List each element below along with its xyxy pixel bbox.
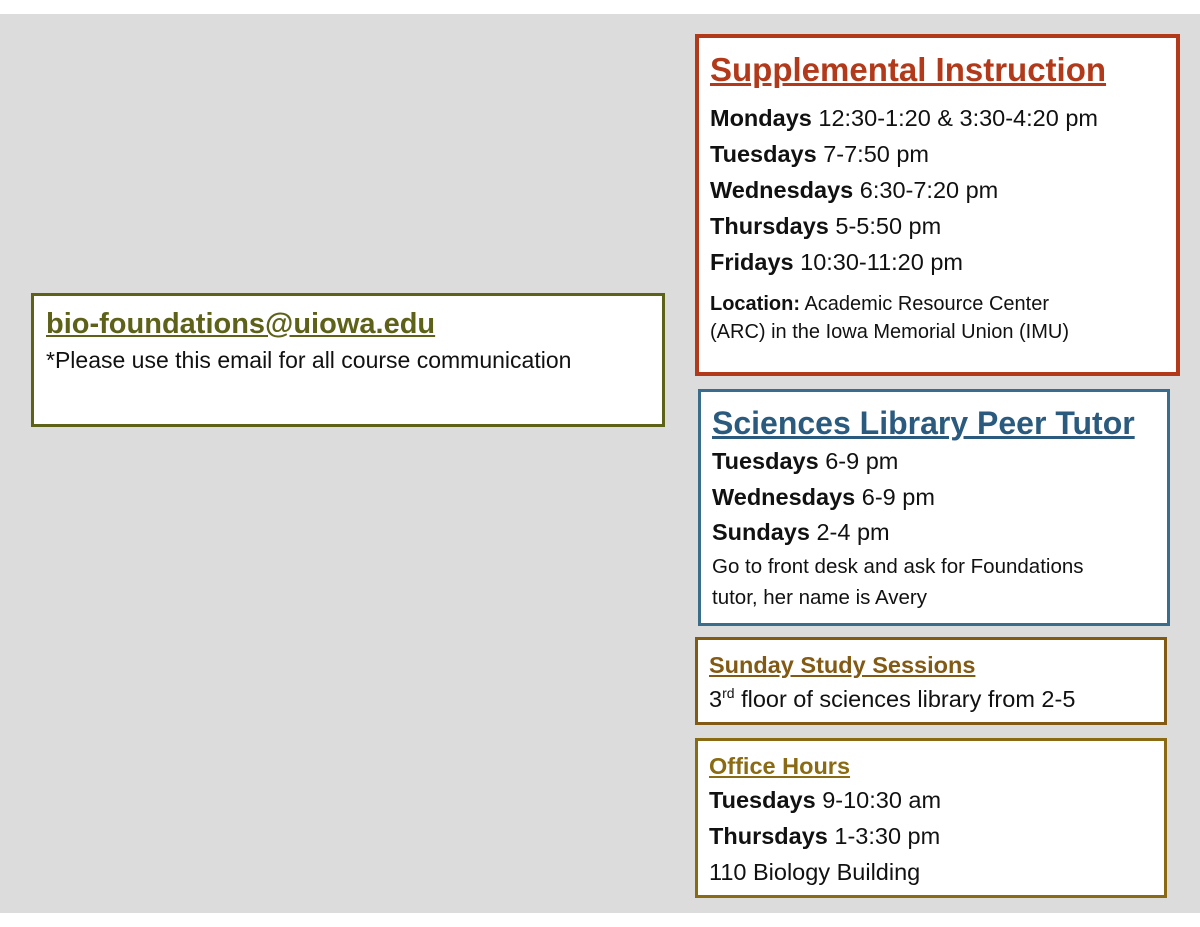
office-schedule xyxy=(709,782,1153,890)
schedule-row: Tuesdays 9-10:30 am xyxy=(709,787,942,813)
schedule-row: Thursdays 5-5:50 pm xyxy=(710,213,942,239)
schedule-row: Wednesdays 6:30-7:20 pm xyxy=(710,177,999,203)
sunday-title: Sunday Study Sessions xyxy=(709,652,976,678)
schedule-row: Sundays 2-4 pm xyxy=(712,519,890,545)
library-title: Sciences Library Peer Tutor xyxy=(712,405,1135,441)
office-hours-box xyxy=(695,738,1167,898)
office-title: Office Hours xyxy=(709,753,851,779)
supplemental-title: Supplemental Instruction xyxy=(710,51,1107,88)
supplemental-location: Location: Academic Resource Center (ARC) in the Iowa Memorial Union (IMU) xyxy=(710,293,1069,343)
schedule-row: Mondays 12:30-1:20 & 3:30-4:20 pm xyxy=(710,105,1098,131)
email-note: *Please use this email for all course communication xyxy=(46,347,572,373)
email-box xyxy=(31,293,665,427)
schedule-row: Thursdays 1-3:30 pm xyxy=(709,823,941,849)
schedule-row: Fridays 10:30-11:20 pm xyxy=(710,249,963,275)
email-link[interactable]: bio-foundations@uiowa.edu xyxy=(46,308,436,340)
sunday-details: 3rd floor of sciences library from 2-5 xyxy=(709,685,1076,712)
supplemental-instruction-box xyxy=(695,34,1180,376)
library-schedule xyxy=(712,444,1156,551)
schedule-row: Wednesdays 6-9 pm xyxy=(712,483,935,510)
office-location: 110 Biology Building xyxy=(709,859,921,885)
schedule-row: Tuesdays 6-9 pm xyxy=(712,448,899,474)
library-note: Go to front desk and ask for Foundations tutor, her name is Avery xyxy=(712,554,1084,609)
library-tutor-box xyxy=(698,389,1170,626)
sunday-study-box xyxy=(695,637,1167,725)
schedule-row: Tuesdays 7-7:50 pm xyxy=(710,141,930,167)
supplemental-schedule xyxy=(710,100,1165,280)
